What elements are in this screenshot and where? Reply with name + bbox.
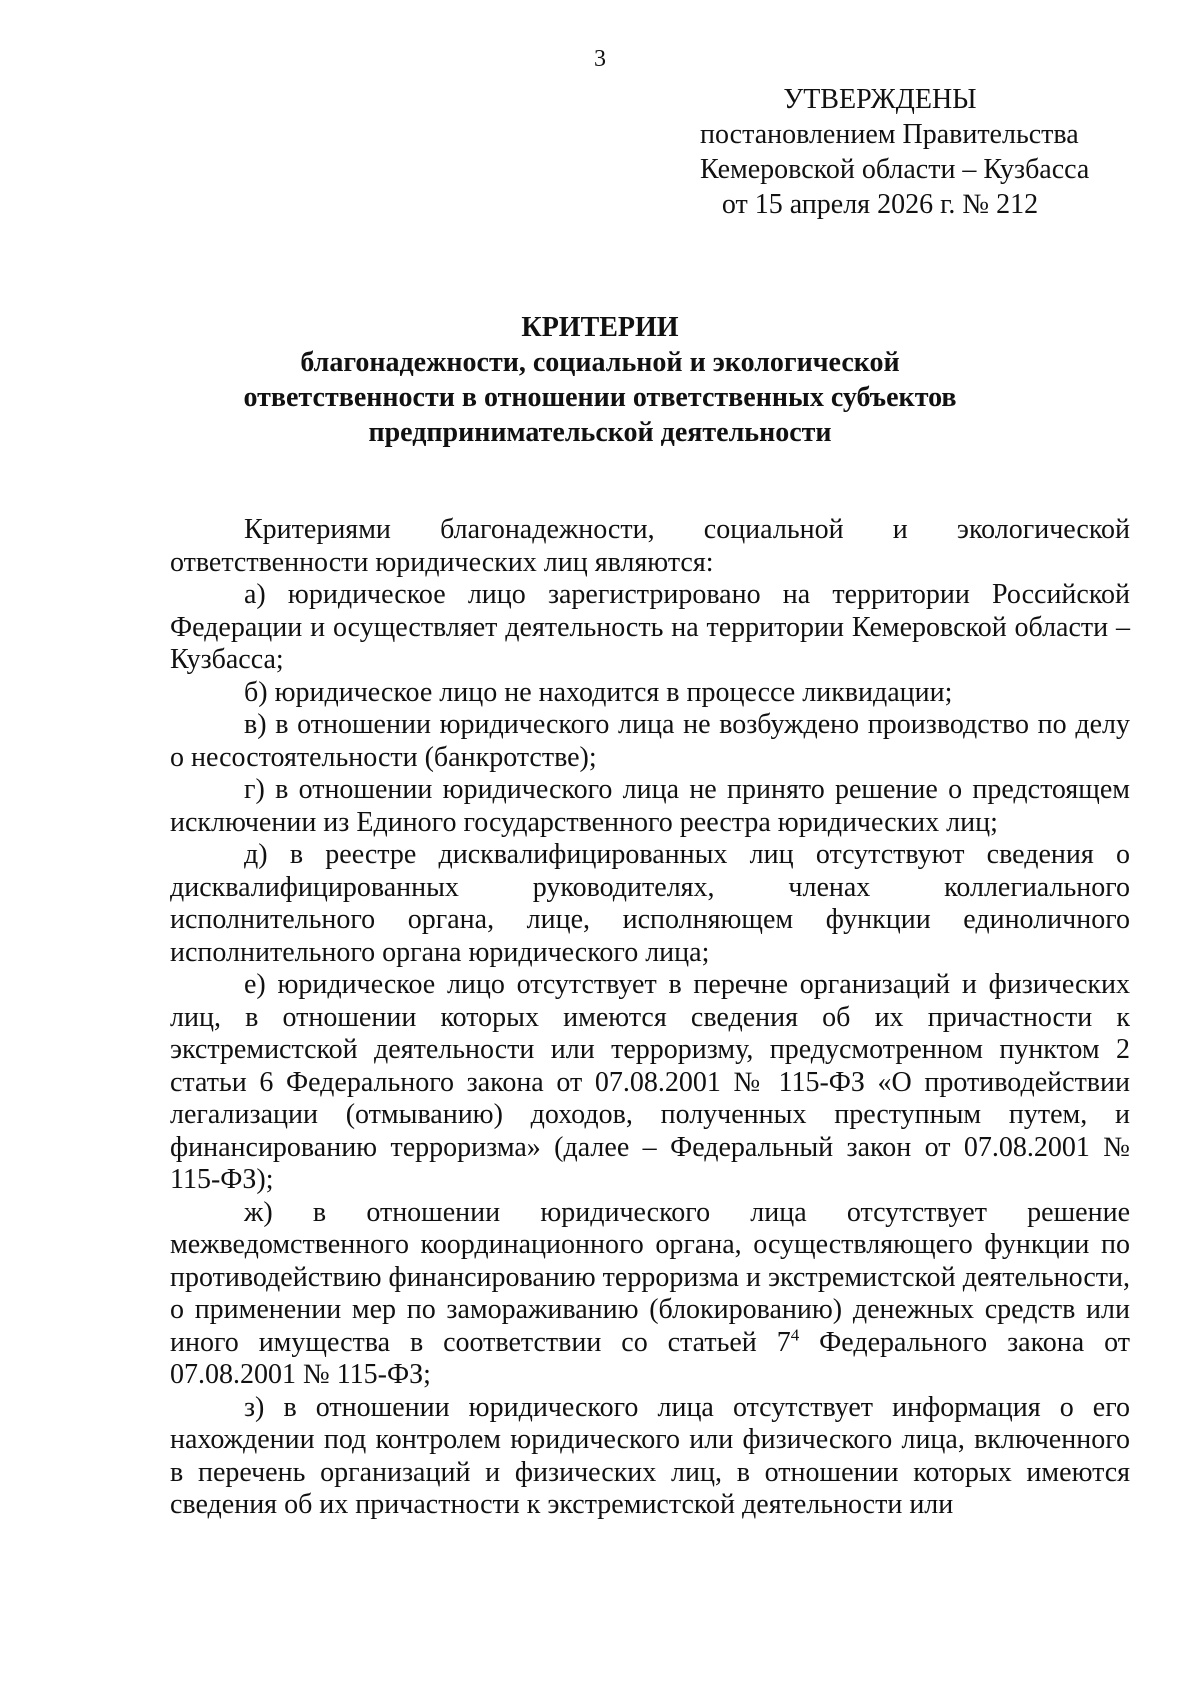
approval-line: УТВЕРЖДЕНЫ bbox=[783, 84, 977, 115]
title-line: предпринимательской деятельности bbox=[368, 417, 832, 448]
article-superscript: 4 bbox=[790, 1325, 800, 1345]
approval-date: от 15 апреля 2026 г. № 212 bbox=[721, 189, 1039, 220]
criterion-zh-text-end: Федерального закона от 07.08.2001 № 115-ФЗ; bbox=[170, 1326, 1131, 1390]
document-body bbox=[170, 514, 1130, 1522]
criterion-g: г) в отношении юридического лица не принято решение о предстоящем исключении из Единого государственного реестра юридических лиц; bbox=[170, 774, 1130, 838]
criterion-z: з) в отношении юридического лица отсутствует информация о его нахождении под контролем юридического или физического лица, включенного в перечень организаций и физических лиц, в отношении которых имеются сведения об их причастности к экстремистской деятельности или bbox=[170, 1391, 1130, 1520]
page-number: 3 bbox=[594, 46, 606, 72]
criterion-zh bbox=[170, 1197, 1130, 1392]
intro-paragraph: Критериями благонадежности, социальной и экологической ответственности юридических лиц являются: bbox=[170, 514, 1130, 578]
title-line: благонадежности, социальной и экологической bbox=[300, 347, 900, 378]
criterion-v: в) в отношении юридического лица не возбуждено производство по делу о несостоятельности (банкротстве); bbox=[170, 709, 1130, 773]
criterion-zh-text: ж) в отношении юридического лица отсутствует решение межведомственного координационного органа, осуществляющего функции по противодействию финансированию терроризма и экстремистской деятельности, о применении мер по замораживанию (блокированию) денежных средств или иного имущества в соответствии со статьей 7 bbox=[170, 1196, 1130, 1358]
criterion-a: а) юридическое лицо зарегистрировано на территории Российской Федерации и осуществляет деятельность на территории Кемеровской области – Кузбасса; bbox=[170, 579, 1130, 675]
criterion-e: е) юридическое лицо отсутствует в перечне организаций и физических лиц, в отношении которых имеются сведения об их причастности к экстремистской деятельности или терроризму, предусмотренном пунктом 2 статьи 6 Федерального закона от 07.08.2001 № 115-ФЗ «О противодействии легализации (отмыванию) доходов, полученных преступным путем, и финансированию терроризма» (далее – Федеральный закон от 07.08.2001 № 115-ФЗ); bbox=[170, 969, 1130, 1195]
document-title bbox=[160, 310, 1040, 450]
title-heading: КРИТЕРИИ bbox=[521, 312, 679, 343]
criterion-b: б) юридическое лицо не находится в процессе ликвидации; bbox=[244, 676, 953, 708]
criterion-d: д) в реестре дисквалифицированных лиц отсутствуют сведения о дисквалифицированных руководителях, членах коллегиального исполнительного органа, лице, исполняющем функции единоличного исполнительного органа юридического лица; bbox=[170, 839, 1130, 968]
approval-line: постановлением Правительства bbox=[700, 119, 1079, 150]
approval-line: Кемеровской области – Кузбасса bbox=[700, 154, 1090, 185]
title-line: ответственности в отношении ответственных субъектов bbox=[243, 382, 957, 413]
approval-stamp bbox=[700, 82, 1090, 222]
